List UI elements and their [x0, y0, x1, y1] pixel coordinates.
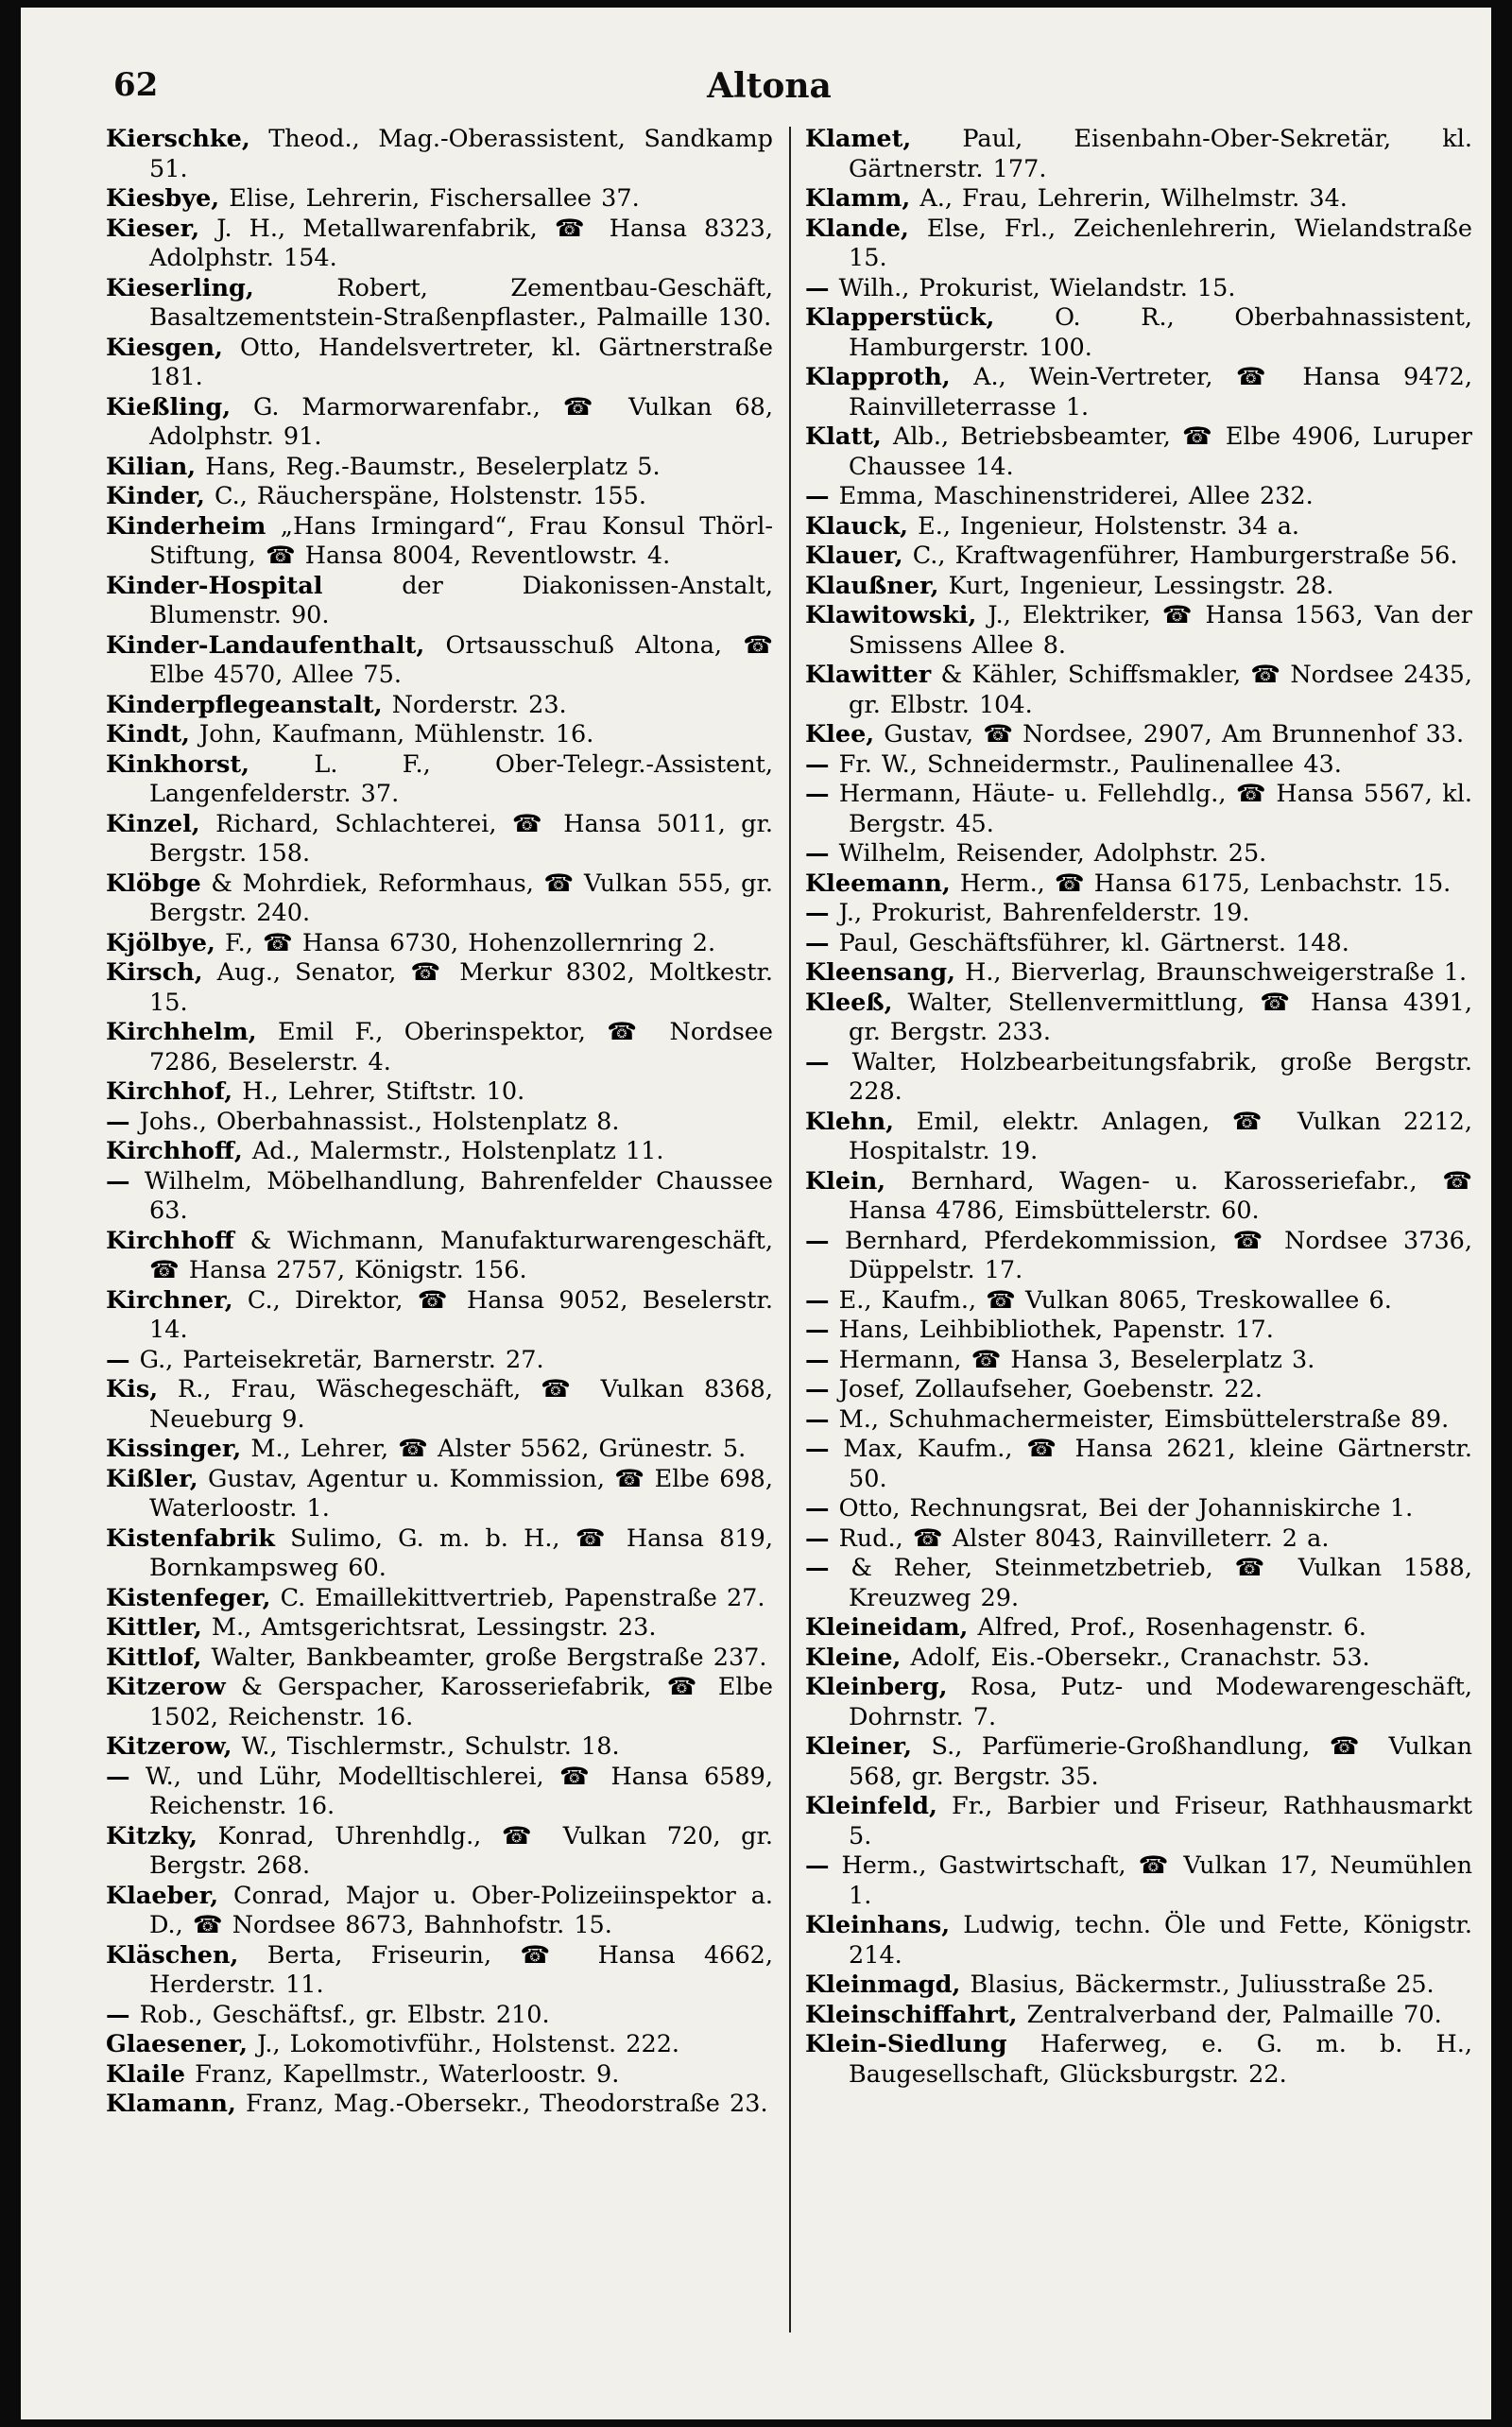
directory-entry [805, 2030, 1472, 2090]
entry-name: Klaeber, [106, 1881, 219, 1910]
entry-details: & Reher, Steinmetzbetrieb, ☎ Vulkan 1588, Kreuzweg 29. [849, 1554, 1472, 1612]
entry-details: Emil, elektr. Anlagen, ☎ Vulkan 2212, Hospitalstr. 19. [849, 1107, 1472, 1165]
directory-entry [106, 929, 773, 959]
directory-entry [805, 1435, 1472, 1494]
entry-details: John, Kaufmann, Mühlenstr. 16. [199, 720, 594, 749]
entry-details: Paul, Geschäftsführer, kl. Gärtnerst. 148. [838, 928, 1349, 957]
directory-entry [106, 631, 773, 691]
entry-name: — [805, 899, 830, 927]
directory-entry [805, 1554, 1472, 1613]
directory-entry [106, 1108, 773, 1138]
directory-entry [805, 1108, 1472, 1167]
entry-details: H., Lehrer, Stiftstr. 10. [242, 1077, 525, 1106]
directory-entry [805, 542, 1472, 572]
entry-details: Fr., Barbier und Friseur, Rathhausmarkt 5. [849, 1792, 1472, 1850]
directory-entry [106, 1673, 773, 1732]
entry-details: M., Schuhmachermeister, Eimsbüttelerstraße 89. [838, 1404, 1450, 1434]
entry-name: — [805, 1404, 830, 1434]
directory-entry [805, 1286, 1472, 1317]
entry-details: Elise, Lehrerin, Fischersallee 37. [229, 184, 640, 213]
directory-entry [106, 1018, 773, 1077]
directory-entry [805, 1167, 1472, 1227]
directory-entry [106, 1644, 773, 1674]
entry-details: Wilhelm, Möbelhandlung, Bahrenfelder Chaussee 63. [144, 1166, 773, 1225]
entry-details: Bernhard, Pferdekommission, ☎ Nordsee 3736, Düppelstr. 17. [844, 1226, 1472, 1284]
entry-details: Adolf, Eis.-Obersekr., Cranachstr. 53. [910, 1643, 1370, 1672]
entry-details: Max, Kaufm., ☎ Hansa 2621, kleine Gärtnerstr. 50. [843, 1435, 1472, 1493]
entry-name: Kiesgen, [106, 333, 223, 362]
entry-name: Klapproth, [805, 363, 951, 391]
entry-details: Emma, Maschinenstriderei, Allee 232. [838, 482, 1314, 510]
entry-name: Klamm, [805, 184, 911, 213]
entry-name: Kleeß, [805, 988, 893, 1017]
entry-details: C. Emaillekittvertrieb, Papenstraße 27. [280, 1583, 765, 1612]
directory-entry [805, 601, 1472, 661]
entry-details: Kurt, Ingenieur, Lessingstr. 28. [948, 571, 1334, 600]
directory-entry [805, 929, 1472, 959]
entry-details: Rud., ☎ Alster 8043, Rainvilleterr. 2 a. [838, 1523, 1330, 1553]
directory-entry [805, 1644, 1472, 1674]
directory-entry [106, 720, 773, 750]
entry-details: Herm., Gastwirtschaft, ☎ Vulkan 17, Neumühlen 1. [841, 1851, 1472, 1910]
entry-name: Kißler, [106, 1464, 198, 1493]
entry-name: Klaußner, [805, 571, 939, 600]
entry-name: Kinkhorst, [106, 749, 250, 779]
directory-entry [106, 2030, 773, 2060]
directory-entry [106, 1763, 773, 1822]
directory-entry [106, 810, 773, 869]
entry-name: Kis, [106, 1375, 159, 1403]
entry-name: Kissinger, [106, 1435, 242, 1463]
entry-name: Kleensang, [805, 958, 955, 987]
entry-name: — [805, 1226, 830, 1255]
entry-name: — [805, 928, 830, 957]
directory-entry [805, 125, 1472, 184]
directory-entry [805, 1732, 1472, 1792]
entry-name: — [106, 1166, 130, 1196]
entry-details: Aug., Senator, ☎ Merkur 8302, Moltkestr. 15. [149, 958, 773, 1017]
entry-name: Klawitter [805, 661, 932, 689]
directory-columns [106, 125, 1473, 2389]
directory-entry [805, 482, 1472, 512]
entry-name: Kinderheim [106, 511, 266, 541]
entry-details: G., Parteisekretär, Barnerstr. 27. [139, 1345, 544, 1374]
right-column [805, 125, 1472, 2090]
entry-name: Kieserling, [106, 273, 254, 302]
entry-details: C., Kraftwagenführer, Hamburgerstraße 56. [912, 542, 1458, 570]
entry-details: Wilhelm, Reisender, Adolphstr. 25. [838, 839, 1267, 868]
entry-name: Kleine, [805, 1643, 902, 1672]
page-number: 62 [113, 66, 159, 104]
directory-entry [805, 720, 1472, 750]
entry-details: Blasius, Bäckermstr., Juliusstraße 25. [970, 1971, 1435, 1999]
entry-name: Kinder, [106, 482, 205, 510]
entry-details: Robert, Zementbau-Geschäft, Basaltzementstein-Straßenpflaster., Palmaille 130. [149, 273, 773, 332]
directory-entry [106, 1584, 773, 1614]
entry-details: Berta, Friseurin, ☎ Hansa 4662, Herderstr. 11. [149, 1940, 773, 1999]
entry-name: — [106, 1345, 130, 1374]
directory-entry [106, 2090, 773, 2120]
entry-details: & Gerspacher, Karosseriefabrik, ☎ Elbe 1502, Reichenstr. 16. [149, 1673, 774, 1731]
entry-name: Kirchhelm, [106, 1018, 257, 1046]
entry-details: G. Marmorwarenfabr., ☎ Vulkan 68, Adolphstr. 91. [149, 392, 773, 451]
entry-details: C., Direktor, ☎ Hansa 9052, Beselerstr. 14. [149, 1285, 773, 1344]
directory-entry [805, 215, 1472, 274]
entry-details: Otto, Handelsvertreter, kl. Gärtnerstraße 181. [149, 333, 773, 391]
entry-details: L. F., Ober-Telegr.-Assistent, Langenfelderstr. 37. [149, 749, 773, 808]
entry-name: Kilian, [106, 452, 197, 481]
entry-details: Hans, Leihbibliothek, Papenstr. 17. [838, 1316, 1274, 1344]
entry-name: — [805, 1285, 830, 1315]
entry-details: O. R., Oberbahnassistent, Hamburgerstr. 100. [849, 303, 1472, 362]
entry-details: Herm., ☎ Hansa 6175, Lenbachstr. 15. [959, 869, 1452, 898]
entry-details: Rosa, Putz- und Modewarengeschäft, Dohrnstr. 7. [849, 1673, 1473, 1731]
entry-name: Klein-Siedlung [805, 2030, 1007, 2058]
entry-name: Kießling, [106, 392, 232, 422]
entry-details: Conrad, Major u. Ober-Polizeiinspektor a. D., ☎ Nordsee 8673, Bahnhofstr. 15. [149, 1881, 774, 1939]
entry-name: Kirchner, [106, 1285, 233, 1315]
entry-name: Kitzky, [106, 1821, 198, 1850]
entry-details: Hermann, ☎ Hansa 3, Beselerplatz 3. [838, 1345, 1315, 1374]
directory-entry [106, 958, 773, 1018]
entry-name: — [106, 2000, 130, 2029]
directory-entry [106, 215, 773, 274]
directory-entry [106, 1822, 773, 1882]
directory-entry [106, 1882, 773, 1941]
entry-name: Kirsch, [106, 958, 203, 987]
entry-details: & Mohrdiek, Reformhaus, ☎ Vulkan 555, gr. Bergstr. 240. [149, 869, 773, 927]
directory-entry [106, 1346, 773, 1376]
directory-entry [106, 1375, 773, 1435]
entry-details: Theod., Mag.-Oberassistent, Sandkamp 51. [149, 125, 774, 183]
directory-entry [805, 1048, 1472, 1108]
entry-details: Alb., Betriebsbeamter, ☎ Elbe 4906, Luruper Chaussee 14. [849, 422, 1473, 481]
entry-name: — [805, 1345, 830, 1374]
entry-name: Kinderpflegeanstalt, [106, 690, 383, 719]
entry-name: Kleemann, [805, 869, 951, 898]
entry-details: J., Elektriker, ☎ Hansa 1563, Van der Smissens Allee 8. [849, 601, 1472, 660]
entry-name: — [805, 780, 830, 808]
directory-entry [106, 750, 773, 810]
entry-details: der Diakonissen-Anstalt, Blumenstr. 90. [149, 571, 773, 629]
entry-name: Kitzerow [106, 1673, 226, 1701]
directory-entry [805, 184, 1472, 215]
entry-name: Klöbge [106, 869, 201, 898]
entry-details: Walter, Stellenvermittlung, ☎ Hansa 4391, gr. Bergstr. 233. [849, 988, 1472, 1046]
entry-details: J., Lokomotivführ., Holstenst. 222. [257, 2030, 680, 2058]
entry-name: Kirchhoff [106, 1226, 234, 1255]
directory-entry [805, 869, 1472, 900]
directory-entry [805, 899, 1472, 929]
entry-details: J., Prokurist, Bahrenfelderstr. 19. [838, 899, 1250, 927]
entry-name: — [805, 1375, 830, 1403]
directory-entry [106, 393, 773, 453]
entry-name: Kleinhans, [805, 1911, 951, 1939]
entry-details: A., Wein-Vertreter, ☎ Hansa 9472, Rainvilleterrasse 1. [849, 363, 1472, 422]
entry-name: — [805, 1047, 830, 1076]
entry-details: Ludwig, techn. Öle und Fette, Königstr. 214. [849, 1911, 1472, 1970]
entry-name: Kindt, [106, 720, 190, 749]
directory-entry [106, 512, 773, 572]
entry-name: Kieser, [106, 214, 200, 243]
entry-details: Paul, Eisenbahn-Ober-Sekretär, kl. Gärtnerstr. 177. [849, 125, 1472, 183]
entry-details: H., Bierverlag, Braunschweigerstraße 1. [965, 958, 1468, 987]
directory-entry [805, 512, 1472, 542]
entry-details: & Wichmann, Manufakturwarengeschäft, ☎ Hansa 2757, Königstr. 156. [149, 1226, 773, 1284]
entry-details: Konrad, Uhrenhdlg., ☎ Vulkan 720, gr. Bergstr. 268. [149, 1821, 773, 1880]
entry-name: Kierschke, [106, 125, 250, 153]
entry-name: Kleinmagd, [805, 1971, 961, 1999]
entry-name: Klauck, [805, 511, 908, 541]
entry-details: Franz, Mag.-Obersekr., Theodorstraße 23. [245, 2090, 768, 2118]
directory-entry [106, 572, 773, 631]
directory-entry [805, 839, 1472, 869]
entry-details: W., und Lühr, Modelltischlerei, ☎ Hansa 6589, Reichenstr. 16. [145, 1762, 773, 1820]
directory-entry [805, 1494, 1472, 1524]
directory-entry [805, 661, 1472, 720]
directory-entry [106, 869, 773, 929]
entry-name: Kiesbye, [106, 184, 220, 213]
entry-details: Hans, Reg.-Baumstr., Beselerplatz 5. [205, 452, 661, 481]
entry-details: Johs., Oberbahnassist., Holstenplatz 8. [139, 1107, 620, 1136]
entry-name: — [805, 839, 830, 868]
column-divider [789, 127, 791, 2332]
entry-details: Ad., Malermstr., Holstenplatz 11. [251, 1137, 664, 1165]
entry-details: C., Räucherspäne, Holstenstr. 155. [215, 482, 646, 510]
directory-entry [805, 1227, 1472, 1286]
entry-name: Kleinschiffahrt, [805, 2000, 1018, 2029]
entry-details: W., Tischlermstr., Schulstr. 18. [241, 1732, 620, 1761]
entry-name: Kistenfabrik [106, 1523, 275, 1553]
entry-details: Ortsausschuß Altona, ☎ Elbe 4570, Allee 75. [149, 630, 774, 689]
entry-name: Klee, [805, 720, 875, 749]
entry-name: Klamann, [106, 2090, 236, 2118]
entry-details: Haferweg, e. G. m. b. H., Baugesellschaft, Glücksburgstr. 22. [849, 2030, 1472, 2089]
directory-entry [805, 1792, 1472, 1851]
directory-entry [805, 958, 1472, 989]
directory-entry [805, 1673, 1472, 1732]
entry-details: Alfred, Prof., Rosenhagenstr. 6. [977, 1613, 1366, 1642]
entry-details: Rob., Geschäftsf., gr. Elbstr. 210. [139, 2000, 550, 2029]
directory-entry [106, 2060, 773, 2091]
entry-name: Kirchhof, [106, 1077, 233, 1106]
entry-name: — [805, 482, 830, 510]
entry-name: Kirchhoff, [106, 1137, 243, 1165]
directory-entry [106, 2001, 773, 2031]
entry-details: Zentralverband der, Palmaille 70. [1026, 2000, 1442, 2029]
directory-entry [106, 1613, 773, 1644]
directory-entry [106, 691, 773, 721]
directory-entry [106, 1286, 773, 1346]
directory-entry [805, 422, 1472, 482]
directory-entry [106, 125, 773, 184]
entry-details: Richard, Schlachterei, ☎ Hansa 5011, gr. Bergstr. 158. [149, 809, 773, 868]
entry-details: Josef, Zollaufseher, Goebenstr. 22. [838, 1375, 1263, 1403]
entry-name: Kleineidam, [805, 1613, 969, 1642]
entry-name: — [106, 1762, 130, 1791]
entry-name: Klande, [805, 214, 909, 243]
entry-details: Otto, Rechnungsrat, Bei der Johanniskirche 1. [838, 1494, 1414, 1523]
directory-entry [106, 453, 773, 483]
directory-entry [805, 1524, 1472, 1555]
entry-name: — [805, 1554, 830, 1582]
directory-entry [805, 363, 1472, 422]
entry-name: — [805, 273, 830, 302]
directory-entry [106, 1227, 773, 1286]
entry-details: Else, Frl., Zeichenlehrerin, Wielandstraße 15. [849, 214, 1472, 272]
directory-entry [106, 1077, 773, 1108]
directory-entry [805, 1316, 1472, 1346]
directory-entry [106, 184, 773, 215]
entry-name: Kjölbye, [106, 928, 215, 957]
entry-details: Fr. W., Schneidermstr., Paulinenallee 43. [838, 749, 1342, 779]
directory-entry [106, 1732, 773, 1763]
entry-name: — [805, 749, 830, 779]
entry-name: Klamet, [805, 125, 912, 153]
entry-details: A., Frau, Lehrerin, Wilhelmstr. 34. [919, 184, 1348, 213]
entry-name: Glaesener, [106, 2030, 249, 2058]
directory-entry [805, 303, 1472, 363]
entry-name: Kinder-Hospital [106, 571, 323, 600]
entry-details: Norderstr. 23. [391, 690, 567, 719]
entry-name: Kittler, [106, 1613, 202, 1642]
directory-entry [805, 989, 1472, 1048]
entry-name: Klapperstück, [805, 303, 995, 332]
entry-name: Klein, [805, 1166, 886, 1196]
entry-name: — [805, 1523, 830, 1553]
entry-details: „Hans Irmingard“, Frau Konsul Thörl-Stiftung, ☎ Hansa 8004, Reventlowstr. 4. [149, 511, 773, 570]
city-title: Altona [707, 66, 832, 106]
directory-entry [106, 1524, 773, 1584]
entry-name: — [805, 1316, 830, 1344]
directory-entry [805, 2001, 1472, 2031]
directory-entry [106, 1167, 773, 1227]
entry-details: R., Frau, Wäschegeschäft, ☎ Vulkan 8368, Neueburg 9. [149, 1375, 773, 1434]
entry-name: — [106, 1107, 130, 1136]
directory-entry [805, 780, 1472, 839]
entry-name: Kleinberg, [805, 1673, 948, 1701]
directory-entry [805, 1851, 1472, 1911]
entry-details: & Kähler, Schiffsmakler, ☎ Nordsee 2435, gr. Elbstr. 104. [849, 661, 1473, 719]
directory-entry [805, 1405, 1472, 1436]
entry-name: Kittlof, [106, 1643, 202, 1672]
directory-entry [805, 750, 1472, 781]
entry-details: Hermann, Häute- u. Fellehdlg., ☎ Hansa 5567, kl. Bergstr. 45. [838, 780, 1472, 838]
directory-entry [805, 1375, 1472, 1405]
entry-details: Wilh., Prokurist, Wielandstr. 15. [838, 273, 1236, 302]
entry-details: E., Kaufm., ☎ Vulkan 8065, Treskowallee 6. [838, 1285, 1392, 1315]
directory-entry [805, 1613, 1472, 1644]
directory-entry [805, 1346, 1472, 1376]
directory-entry [805, 274, 1472, 304]
entry-details: E., Ingenieur, Holstenstr. 34 a. [918, 511, 1300, 541]
entry-name: Klawitowski, [805, 601, 977, 629]
entry-details: Walter, Holzbearbeitungsfabrik, große Bergstr. 228. [849, 1047, 1472, 1106]
directory-entry [106, 1137, 773, 1167]
entry-details: Walter, Bankbeamter, große Bergstraße 237. [211, 1643, 767, 1672]
entry-name: Kinder-Landaufenthalt, [106, 630, 425, 660]
entry-details: M., Lehrer, ☎ Alster 5562, Grünestr. 5. [250, 1435, 747, 1463]
directory-entry [106, 334, 773, 393]
directory-entry [805, 572, 1472, 602]
directory-entry [805, 1971, 1472, 2001]
entry-name: Kinzel, [106, 809, 200, 838]
entry-name: Kläschen, [106, 1940, 239, 1970]
entry-details: Gustav, Agentur u. Kommission, ☎ Elbe 698, Waterloostr. 1. [149, 1464, 774, 1523]
entry-name: — [805, 1435, 830, 1463]
page-header [104, 66, 1435, 113]
entry-name: Kleinfeld, [805, 1792, 937, 1820]
entry-name: — [805, 1494, 830, 1523]
entry-name: Klatt, [805, 422, 882, 451]
entry-name: Kleiner, [805, 1732, 912, 1761]
directory-entry [106, 274, 773, 334]
entry-name: Klaile [106, 2059, 185, 2089]
directory-entry [106, 1465, 773, 1524]
entry-name: — [805, 1851, 830, 1880]
entry-details: Franz, Kapellmstr., Waterloostr. 9. [195, 2059, 620, 2089]
entry-name: Kistenfeger, [106, 1583, 271, 1612]
entry-details: M., Amtsgerichtsrat, Lessingstr. 23. [211, 1613, 657, 1642]
entry-details: Bernhard, Wagen- u. Karosseriefabr., ☎ Hansa 4786, Eimsbüttelerstr. 60. [849, 1166, 1472, 1225]
entry-details: S., Parfümerie-Großhandlung, ☎ Vulkan 568, gr. Bergstr. 35. [849, 1732, 1472, 1791]
directory-entry [106, 482, 773, 512]
entry-details: F., ☎ Hansa 6730, Hohenzollernring 2. [224, 928, 716, 957]
directory-entry [106, 1435, 773, 1465]
directory-entry [106, 1941, 773, 2001]
left-column [106, 125, 773, 2120]
entry-name: Klehn, [805, 1107, 895, 1136]
directory-entry [805, 1911, 1472, 1971]
entry-details: Emil F., Oberinspektor, ☎ Nordsee 7286, Beselerstr. 4. [149, 1018, 773, 1076]
entry-name: Kitzerow, [106, 1732, 232, 1761]
entry-name: Klauer, [805, 542, 903, 570]
entry-details: J. H., Metallwarenfabrik, ☎ Hansa 8323, Adolphstr. 154. [149, 214, 774, 272]
entry-details: Sulimo, G. m. b. H., ☎ Hansa 819, Bornkampsweg 60. [149, 1523, 773, 1582]
entry-details: Gustav, ☎ Nordsee, 2907, Am Brunnenhof 33. [884, 720, 1465, 749]
